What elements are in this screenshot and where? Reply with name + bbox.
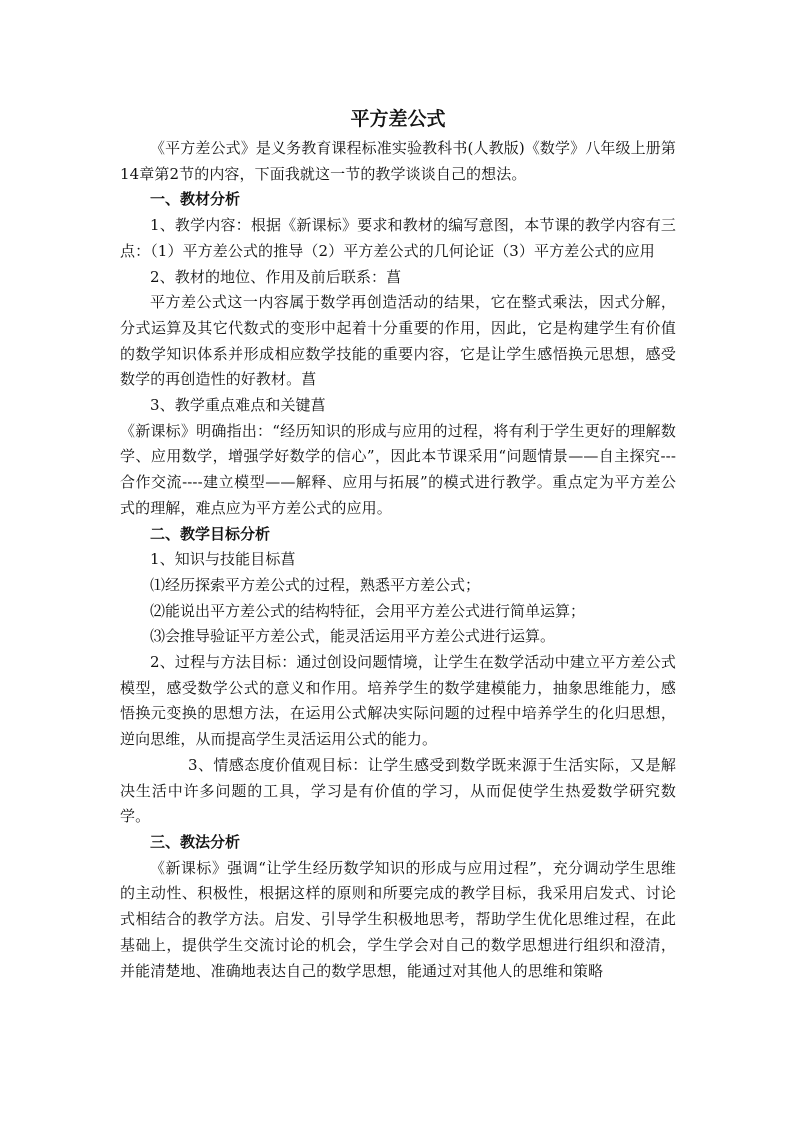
teaching-content-paragraph: 1、教学内容：根据《新课标》要求和教材的编写意图，本节课的教学内容有三点：（1）平方差公式的推导（2）平方差公式的几何论证（3）平方差公式的应用: [120, 216, 676, 260]
knowledge-goal-paragraph: 1、知识与技能目标菖: [150, 550, 296, 569]
document-page: [120, 104, 676, 984]
textbook-position-paragraph: 2、教材的地位、作用及前后联系：菖: [150, 267, 402, 286]
goal-list-item: ⑴经历探索平方差公式的过程，熟悉平方差公式；: [150, 575, 481, 594]
goal-list-item: ⑶会推导验证平方差公式，能灵活运用平方差公式进行运算。: [150, 627, 556, 646]
section-heading-teaching-method: 三、教法分析: [150, 832, 241, 851]
curriculum-standard-paragraph: 《新课标》明确指出：“经历知识的形成与应用的过程，将有利于学生更好的理解数学、应用数学，增强学好数学的信心”，因此本节课采用“问题情景——自主探究---合作交流----建立模型——解释、应用与拓展”的模式进行教学。重点定为平方差公式的理解，难点应为平方差公式的应用。: [120, 421, 676, 517]
formula-importance-paragraph: 平方差公式这一内容属于数学再创造活动的结果，它在整式乘法，因式分解，分式运算及其它代数式的变形中起着十分重要的作用，因此，它是构建学生有价值的数学知识体系并形成相应数学技能的重要内容，它是让学生感悟换元思想，感受数学的再创造性的好教材。菖: [120, 293, 676, 389]
section-heading-textbook-analysis: 一、教材分析: [150, 190, 241, 209]
goal-list-item: ⑵能说出平方差公式的结构特征，会用平方差公式进行简单运算；: [150, 601, 586, 620]
process-method-goal-paragraph: 2、过程与方法目标：通过创设问题情境，让学生在数学活动中建立平方差公式模型，感受数学公式的意义和作用。培养学生的数学建模能力，抽象思维能力，感悟换元变换的思想方法，在运用公式解决实际问题的过程中培养学生的化归思想，逆向思维，从而提高学生灵活运用公式的能力。: [120, 653, 676, 749]
emotion-attitude-goal-paragraph: 3、情感态度价值观目标：让学生感受到数学既来源于生活实际，又是解决生活中许多问题的工具，学习是有价值的学习，从而促使学生热爱数学研究数学。: [120, 755, 676, 826]
key-points-paragraph: 3、教学重点难点和关键菖: [150, 396, 326, 415]
document-title: 平方差公式: [350, 108, 446, 130]
teaching-method-paragraph: 《新课标》强调“让学生经历数学知识的形成与应用过程”，充分调动学生思维的主动性、积极性，根据这样的原则和所要完成的教学目标，我采用启发式、讨论式相结合的教学方法。启发、引导学生积极地思考，帮助学生优化思维过程，在此基础上，提供学生交流讨论的机会，学生学会对自己的数学思想进行组织和澄清，并能清楚地、准确地表达自己的数学思想，能通过对其他人的思维和策略: [120, 858, 676, 980]
section-heading-teaching-goals: 二、教学目标分析: [150, 524, 271, 543]
intro-paragraph: 《平方差公式》是义务教育课程标准实验教科书(人教版)《数学》八年级上册第14章第2节的内容，下面我就这一节的教学谈谈自己的想法。: [120, 139, 676, 183]
